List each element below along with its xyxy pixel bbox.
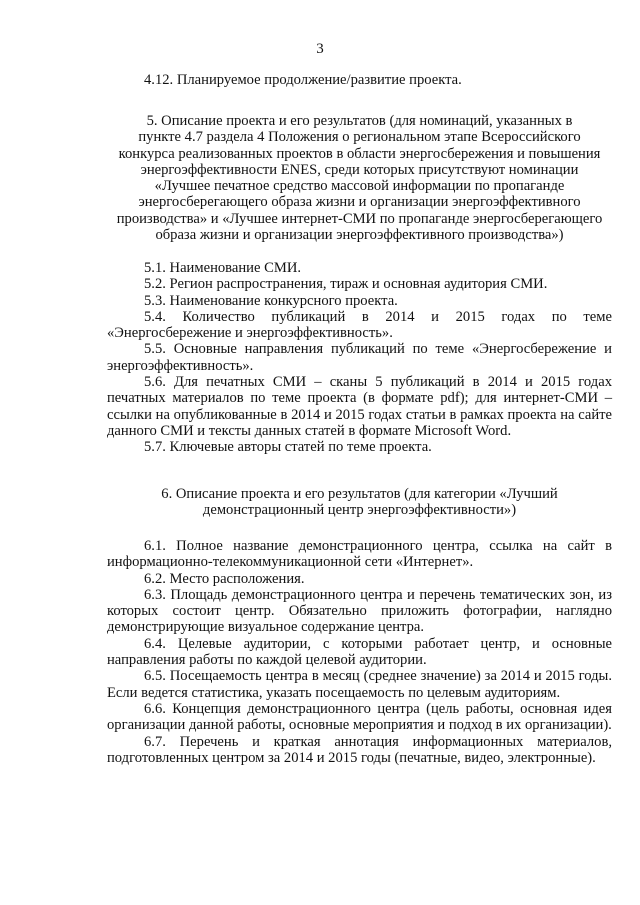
list-item: 5.1. Наименование СМИ. <box>144 260 302 276</box>
section-5-heading-line: энергосберегающего образа жизни и организации энергоэффективного <box>138 194 581 211</box>
section-5-heading-line: конкурса реализованных проектов в области энергосбережения и повышения <box>118 145 601 162</box>
section-5-heading-line: 5. Описание проекта и его результатов (для номинаций, указанных в <box>146 113 573 129</box>
section-6-heading-line: 6. Описание проекта и его результатов (для категории «Лучший <box>161 486 558 502</box>
list-item: 6.6. Концепция демонстрационного центра (цель работы, основная идея организации данной работы, основные мероприятия и подход в их организации). <box>107 700 612 734</box>
list-item: 6.2. Место расположения. <box>144 570 305 587</box>
list-item: 6.7. Перечень и краткая аннотация информационных материалов, подготовленных центром за 2014 и 2015 годы (печатные, видео, электронные). <box>107 733 612 766</box>
section-6-heading <box>107 486 612 519</box>
list-item: 5.2. Регион распространения, тираж и основная аудитория СМИ. <box>144 276 548 293</box>
section-5-items <box>107 260 612 456</box>
section-5-heading-line: «Лучшее печатное средство массовой информации по пропаганде <box>154 178 565 195</box>
list-item: 5.5. Основные направления публикаций по теме «Энергосбережение и энергоэффективность». <box>107 341 612 374</box>
list-item: 6.4. Целевые аудитории, с которыми работает центр, и основные направления работы по каждой целевой аудитории. <box>107 635 612 669</box>
list-item: 6.1. Полное название демонстрационного центра, ссылка на сайт в информационно-телекоммуникационной сети «Интернет». <box>107 538 612 571</box>
list-item: 5.4. Количество публикаций в 2014 и 2015 годах по теме «Энергосбережение и энергоэффективность». <box>107 308 612 342</box>
section-5-heading-line: пункте 4.7 раздела 4 Положения о региональном этапе Всероссийского <box>138 129 581 146</box>
section-5-heading-line: энергоэффективности ENES, среди которых присутствуют номинации <box>140 161 579 178</box>
section-5-heading-line: образа жизни и организации энергоэффективного производства») <box>155 227 564 244</box>
list-item: 5.7. Ключевые авторы статей по теме проекта. <box>144 439 432 456</box>
list-item: 6.3. Площадь демонстрационного центра и перечень тематических зон, из которых состоит центр. Обязательно приложить фотографии, наглядно демонстрирующие визуальное содержание центра. <box>107 586 612 636</box>
list-item: 5.6. Для печатных СМИ – сканы 5 публикаций в 2014 и 2015 годах печатных материалов по теме проекта (в формате pdf); для интернет-СМИ – ссылки на опубликованные в 2014 и 2015 годах статьи в рамках проекта на сайте данного СМИ и тексты данных статей в формате Microsoft Word. <box>107 374 612 439</box>
section-5-heading-line: производства» и «Лучшее интернет-СМИ по пропаганде энергосберегающего <box>116 210 603 227</box>
section-6-heading-line: демонстрационный центр энергоэффективности») <box>202 502 517 519</box>
page-number: 3 <box>316 41 324 57</box>
list-item: 6.5. Посещаемость центра в месяц (среднее значение) за 2014 и 2015 годы. Если ведется статистика, указать посещаемость по целевым аудиториям. <box>107 668 612 701</box>
section-6-items <box>107 538 612 766</box>
list-item: 5.3. Наименование конкурсного проекта. <box>144 292 398 309</box>
section-5-heading <box>107 113 612 243</box>
item-4-12: 4.12. Планируемое продолжение/развитие проекта. <box>144 72 462 88</box>
